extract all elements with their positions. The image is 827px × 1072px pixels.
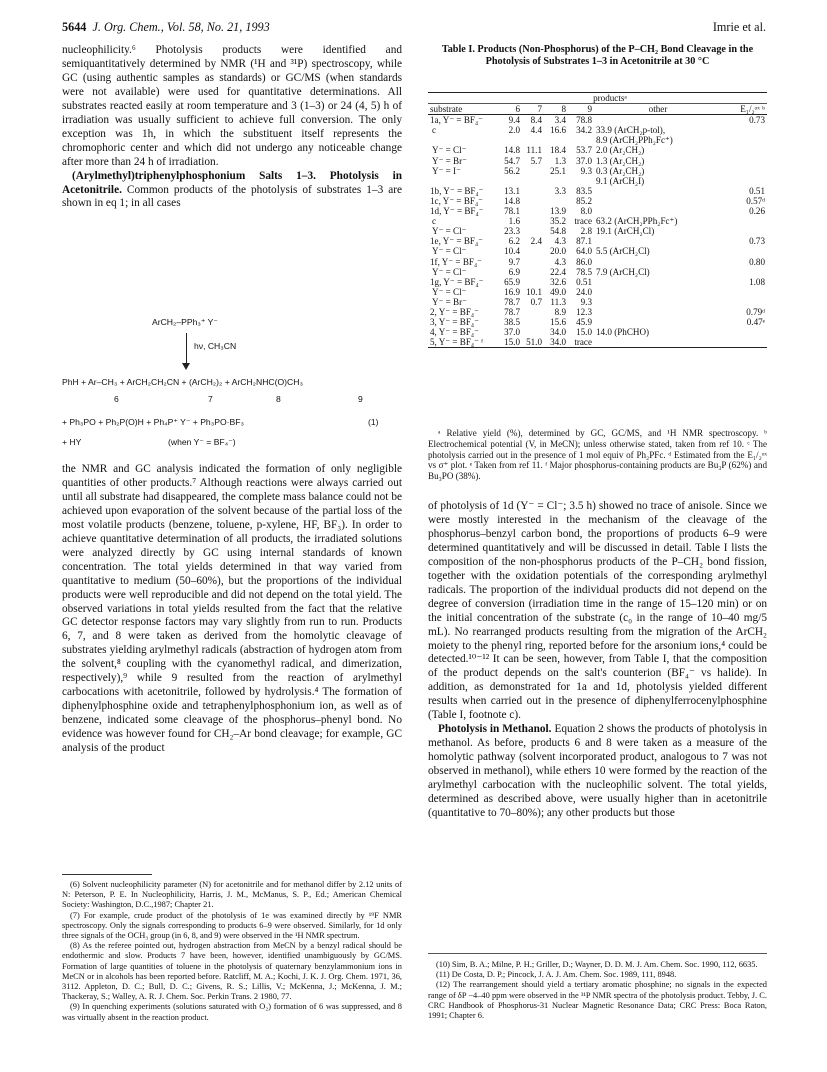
cell-9: 15.0 [576,327,592,338]
table-footnotes-text: ᵃ Relative yield (%), determined by GC, GC/MS, and ¹H NMR spectroscopy. ᵇ Electrochemical potential (V, in MeCN); unless otherwise stated, taken from ref 10. ᶜ The photolysis carried out in the presence of 1 mol equiv of Ph₂PFc. ᵈ Estimated from the E₁/₂ᵒˣ vs σ⁺ plot. ᵉ Taken from ref 11. ᶠ Major phosphorus-containing products are Bu₃P (62%) and Bu₃PO (38%). [428,428,767,482]
cell-8: 13.9 [550,206,566,217]
cell-substrate: 1f, Y⁻ = BF₄⁻ [430,256,482,267]
table-caption: Table I. Products (Non-Phosphorus) of the P–CH₂ Bond Cleavage in the Photolysis of Substrates 1–3 in Acetonitrile at 30 °C [441,44,754,67]
scheme-arrow-head [182,363,190,370]
table-notes [428,428,767,482]
cell-other [594,236,722,246]
right-paragraph-2 [428,723,767,821]
scheme-reactant: ArCH₂–PPh₃⁺ Y⁻ [152,317,218,327]
col-header-7: 7 [522,104,544,115]
footnote-11: (11) De Costa, D. P.; Pincock, J. A. J. Am. Chem. Soc. 1989, 111, 8948. [436,970,677,980]
scheme-condition-note: (when Y⁻ = BF₄⁻) [168,437,236,447]
cell-6: 16.9 [504,286,520,297]
cell-9: 78.8 [576,115,592,126]
cell-8 [544,135,568,145]
cell-7 [522,317,544,327]
cell-e-half: 0.73 [749,236,765,247]
table-header-row-2 [428,104,767,115]
cell-9 [568,176,594,186]
cell-other [594,337,722,348]
cell-substrate: 4, Y⁻ = BF₄⁻ [430,327,479,338]
cell-7: 0.7 [530,296,542,307]
cell-6: 14.8 [504,195,520,206]
cell-e-half: 0.79ᵈ [746,306,765,317]
cell-7: 51.0 [522,337,544,348]
cell-substrate: c [432,125,437,136]
cell-7 [522,206,544,216]
cell-e-half [722,246,767,256]
cell-9: 53.7 [576,145,592,156]
right-paragraph-2-text: Equation 2 shows the products of photolysis in methanol. As before, products 6 and 8 were taken as a measure of the homolytic pathway (solvent incorporated product, analogous to 7 was not observed in methanol), while ethers 10 were formed by the reaction of the arylmethyl carbocation with the nucleophilic solvent. The total yields, determined as described above, were usually higher than in acetonitrile (quantitative to 70–80%); any other products but those [428,723,768,819]
table-row [428,125,767,135]
cell-7: 10.1 [526,286,542,297]
cell-8: 54.8 [550,226,566,237]
cell-9: 12.3 [576,306,592,317]
cell-e-half: 0.47ᵉ [746,317,765,328]
cell-e-half [722,135,767,145]
cell-8: 25.1 [550,165,566,176]
cell-e-half [722,297,767,307]
cell-other: 33.9 (ArCH₂p-tol), [596,125,666,136]
cell-6: 6.2 [508,236,520,247]
table-row [428,236,767,246]
cell-other: 1.3 (Ar₂CH₂) [596,155,645,166]
cell-substrate: 1a, Y⁻ = BF₄⁻ [430,115,483,126]
cell-other: 63.2 (ArCH₂PPh₂Fc⁺) [596,216,678,227]
cell-7: 4.4 [530,125,542,136]
cell-6 [498,176,522,186]
table-row [428,156,767,166]
cell-7: 11.1 [526,145,542,156]
col-header-substrate: substrate [428,104,498,115]
cell-e-half [722,176,767,186]
cell-7: 8.4 [530,115,542,126]
cell-e-half [722,226,767,236]
cell-7: 2.4 [530,236,542,247]
cell-9: 86.0 [576,256,592,267]
cell-8: 34.0 [544,337,568,348]
table-row [428,186,767,196]
cell-6: 65.9 [504,276,520,287]
col-header-8: 8 [544,104,568,115]
cell-6: 13.1 [504,185,520,196]
cell-6: 6.9 [508,266,520,277]
cell-substrate: Y⁻ = Cl⁻ [432,266,467,277]
cell-e-half: 0.26 [749,206,765,217]
scheme-equation-number: (1) [368,417,379,427]
cell-substrate: 1d, Y⁻ = BF₄⁻ [430,206,484,217]
cell-6: 15.0 [498,337,522,348]
cell-9: 87.1 [576,236,592,247]
cell-7 [522,257,544,267]
footnotes-left [62,880,402,1023]
scheme-products-line-2: + Ph₃PO + Ph₂P(O)H + Ph₄P⁺ Y⁻ + Ph₃PO·BF₃ [62,417,244,427]
footnote-rule-right [428,953,767,954]
table-row [428,317,767,327]
page-number: 5644 [62,20,87,34]
table-row [428,246,767,256]
right-paragraph-1: of photolysis of 1d (Y⁻ = Cl⁻; 3.5 h) showed no trace of anisole. Since we were mostly interested in the mechanism of the cleavage of the phosphorus–benzyl carbon bond, the proportions of products 6–9 were determined quantitatively and will be discussed in detail. Table I lists the composition of the non-phosphorus products of the P–CH₂ bond fission, together with the oxidation potentials of the corresponding arylmethyl radicals. The proportion of the individual products did not depend on the degree of conversion (irradiation time in the range of 15–120 min) or on the initial concentration of the substrate (c₀ in the range of 10–40 mg/5 mL). No rearranged products resulting from the migration of the ArCH₂ moiety to the phenyl ring, reported before for the arsonium ions,⁴ could be detected.¹⁰⁻¹² It can be seen, however, from Table I, that the composition of the product depends on the salt's counterion (BF₄⁻ vs halide). In addition, as demonstrated for 1a and 1d, photolysis yielded different results when carried out in the presence of diphenylferrocenylphosphine (Table I, footnote c). [428,500,767,722]
section-heading-acetonitrile: (Arylmethyl)triphenylphosphonium Salts 1–3. Photolysis in Acetonitrile. [62,169,402,196]
footnotes-right [428,960,767,1021]
cell-8: 1.3 [554,155,566,166]
cell-8: 8.9 [554,306,566,317]
scheme-products-line-3: + HY [62,437,82,447]
cell-6: 56.2 [504,165,520,176]
table-row [428,206,767,216]
scheme-label-8: 8 [276,394,281,404]
table-row [428,337,767,348]
cell-substrate: 1g, Y⁻ = BF₄⁻ [430,276,484,287]
footnote-9: (9) In quenching experiments (solutions saturated with O₂) formation of 6 was suppressed, and 8 was virtually absent in the reaction product. [62,1002,402,1022]
cell-substrate: Y⁻ = Cl⁻ [432,286,467,297]
cell-e-half [722,337,767,348]
table-row [428,297,767,307]
cell-8 [544,196,568,206]
left-paragraph-2-text: Common products of the photolysis of substrates 1–3 are shown in eq 1; in all cases [62,183,403,210]
products-column-group: productsᵃ [498,93,722,104]
cell-other [594,186,722,196]
cell-other [594,115,722,126]
cell-substrate: 2, Y⁻ = BF₄⁻ [430,306,479,317]
table-row [428,176,767,186]
cell-other: 5.5 (ArCH₂Cl) [596,246,650,257]
cell-other [594,196,722,206]
cell-e-half: 1.08 [749,276,765,287]
table-row [428,267,767,277]
cell-other: 7.9 (ArCH₂Cl) [596,266,650,277]
left-column-bottom [62,463,402,756]
table-row [428,277,767,287]
cell-substrate: Y⁻ = Cl⁻ [432,246,467,257]
footnote-8: (8) As the referee pointed out, hydrogen abstraction from MeCN by a benzyl radical should be endothermic and slow. Products 7 have been, however, identified unambiguously by GC/MS. Formation of large quantities of toluene in the photolysis of quaternary benzylammonium ions in MeCN or in alcohols has been reported before. Ratcliff, M. A.; Kochi, J. K. J. Org. Chem. 1971, 36, 3112. Appleton, D. C.; Bull, D. C.; Givens, R. S.; Lillis, V.; McKenna, J.; McKenna, J. M.; Thackeray, S.; Walley, A. R. J. Chem. Soc. Perkin Trans. 2 1980, 77. [62,941,402,1002]
reaction-scheme-eq1 [62,313,402,453]
cell-6: 78.1 [504,206,520,217]
cell-8: 11.3 [550,296,566,307]
cell-7 [522,176,544,186]
cell-7 [522,216,544,226]
cell-other: 14.0 (PhCHO) [596,327,650,338]
table-body [428,115,767,348]
cell-9: 9.3 [580,165,592,176]
cell-9: trace [574,216,592,227]
cell-7 [522,226,544,236]
cell-other [594,297,722,307]
running-header [62,20,766,36]
cell-substrate: Y⁻ = Br⁻ [432,296,467,307]
cell-other: 9.1 (ArCH₂I) [596,175,645,186]
cell-9: 64.0 [576,246,592,257]
cell-e-half: 0.57ᵈ [746,195,765,206]
col-header-e-half: E₁/₂ᵒˣ ᵇ [722,104,767,115]
cell-7: 5.7 [530,155,542,166]
cell-substrate: 5, Y⁻ = BF₄⁻ ᶠ [428,337,498,348]
cell-8: 49.0 [550,286,566,297]
table-row [428,327,767,337]
right-column [428,500,767,821]
scheme-label-9: 9 [358,394,363,404]
cell-6: 23.3 [504,226,520,237]
cell-substrate: Y⁻ = I⁻ [432,165,461,176]
cell-8: 4.3 [554,256,566,267]
cell-6: 78.7 [504,306,520,317]
cell-8: 35.2 [550,216,566,227]
cell-e-half [722,216,767,226]
cell-e-half [722,327,767,337]
cell-other [594,287,722,297]
col-header-6: 6 [498,104,522,115]
cell-9: 9.3 [580,296,592,307]
cell-9: 0.51 [576,276,592,287]
cell-9: trace [568,337,594,348]
cell-substrate [428,176,498,186]
cell-substrate: Y⁻ = Cl⁻ [432,226,467,237]
cell-6: 38.5 [504,317,520,328]
cell-8: 34.0 [550,327,566,338]
cell-6: 9.7 [508,256,520,267]
cell-8: 18.4 [550,145,566,156]
cell-e-half [722,267,767,277]
left-paragraph-3: the NMR and GC analysis indicated the formation of only negligible quantities of other products.⁷ Although reactions were always carried out until all substrate had disappeared, the complete mass balance could not be achieved upon evaporation of the solvent because of the partial loss of the most volatile products (benzene, toluene, p-xylene, HF, BF₃). In order to achieve quantitative determination of all products, the irradiated solutions were analyzed directly by GC using internal standards of known concentration. The total yields determined in that way varied from quantitative to medium (50–60%), but the proportions of the individual products were well reproducible and did not depend on the total yield. The observed variations in total yields resulted from the fact that the relative GC detector response factors may vary slightly from run to run. Products 6, 7, and 8 were taken as derived from the homolytic cleavage of substrates yielding arylmethyl radicals (abstraction of hydrogen atom from the solvent,⁸ coupling with the cyanomethyl radical, and dimerization, respectively),⁹ while 9 resulted from the reaction of arylmethyl carbocations with acetonitrile, followed by hydrolysis.⁴ The formation of diphenylphosphine oxide and tetraphenylphosphonium ion, as well as of benzene, indicated some cleavage of the phosphorus–phenyl bond. No evidence was however found for CH₂–Ar bond cleavage; for example, GC analysis of the product [62,463,402,755]
cell-substrate: 1e, Y⁻ = BF₄⁻ [430,236,483,247]
cell-9: 8.0 [580,206,592,217]
cell-substrate: c [432,216,437,227]
cell-8: 15.6 [550,317,566,328]
cell-6: 37.0 [504,327,520,338]
footnote-10: (10) Sim, B. A.; Milne, P. H.; Griller, D.; Wayner, D. D. M. J. Am. Chem. Soc. 1990, 112, 6635. [436,960,758,969]
cell-7 [522,267,544,277]
cell-8: 16.6 [550,125,566,136]
footnote-rule-left [62,874,152,875]
cell-e-half: 0.51 [749,185,765,196]
footnote-6: (6) Solvent nucleophilicity parameter (N) for acetonitrile and for methanol differ by 2.12 units of N: Peterson, P. E. In Nucleophilicity, Harris, J. M., McManus, S. P., Ed.; American Chemical Society: Washington, D.C.,1987; Chapter 21. [62,880,402,910]
cell-6: 1.6 [508,216,520,227]
cell-substrate: Y⁻ = Br⁻ [432,155,467,166]
cell-9: 83.5 [576,185,592,196]
cell-6: 9.4 [508,115,520,126]
table-row [428,216,767,226]
cell-other: 8.9 (ArCH₂PPh₂Fc⁺) [596,135,673,146]
cell-9: 78.5 [576,266,592,277]
cell-8: 4.3 [554,236,566,247]
cell-6: 78.7 [504,296,520,307]
left-paragraph-1: nucleophilicity.⁶ Photolysis products were identified and semiquantitatively determined by NMR (¹H and ³¹P) spectroscopy, while GC (using authentic samples as standards) or GC/MS (when standards were not available) were used for quantitative determinations. All substrates reacted easily at room temperature and 3 (1–3) or 24 (4, 5) h of irradiation was usually sufficient to achieve full conversion. The only exception was 1h, in which the substituent itself represents the chromophoric center and which did not undergo any noticeable change after more than 24 h of irradiation. [62,44,402,168]
col-header-9: 9 [568,104,594,115]
cell-9: 85.2 [576,195,592,206]
cell-other: 0.3 (Ar₂CH₂) [596,165,645,176]
cell-e-half [722,166,767,176]
cell-9 [568,135,594,145]
cell-8 [544,176,568,186]
cell-other [594,206,722,216]
cell-e-half [722,145,767,155]
scheme-label-6: 6 [114,394,119,404]
cell-7 [522,246,544,256]
cell-7 [522,186,544,196]
cell-8: 22.4 [550,266,566,277]
table-row [428,166,767,176]
cell-e-half: 0.80 [749,256,765,267]
cell-7 [522,277,544,287]
scheme-label-7: 7 [208,394,213,404]
scheme-products-line-1: PhH + Ar–CH₃ + ArCH₂CH₂CN + (ArCH₂)₂ + ArCH₂NHC(O)CH₃ [62,377,303,387]
cell-substrate: 3, Y⁻ = BF₄⁻ [430,317,479,328]
cell-8: 20.0 [550,246,566,257]
cell-6: 10.4 [504,246,520,257]
cell-other: 2.0 (Ar₂CH₂) [596,145,645,156]
cell-9: 24.0 [576,286,592,297]
cell-9: 34.2 [576,125,592,136]
cell-6: 14.8 [504,145,520,156]
cell-7 [522,327,544,337]
cell-substrate: 1c, Y⁻ = BF₄⁻ [430,195,483,206]
cell-other [594,277,722,287]
cell-6 [498,135,522,145]
cell-9: 37.0 [576,155,592,166]
cell-7 [522,135,544,145]
cell-8: 3.3 [554,185,566,196]
table-row [428,115,767,126]
cell-other: 19.1 (ArCH₂Cl) [596,226,655,237]
footnote-7: (7) For example, crude product of the photolysis of 1e was examined directly by ¹⁹F NMR spectroscopy. Only the signals corresponding to products 6–9 were observed. Similarly, for 1d only three signals of the OCH₃ group (in 6, 8, and 9) were observed in the ¹H NMR spectrum. [62,910,402,941]
cell-7 [522,196,544,206]
cell-e-half: 0.73 [749,115,765,126]
table-header-row-1 [428,93,767,104]
section-heading-methanol: Photolysis in Methanol. [438,723,552,736]
table-row [428,307,767,317]
cell-other [594,257,722,267]
footnote-12: (12) The rearrangement should yield a tertiary aromatic phosphine; no signals in the expected range of δP −4–40 ppm were observed in the ³¹P NMR spectra of the photolysis product. Tebby, J. C. CRC Handbook of Phosphorus-31 Nuclear Magnetic Resonance Data; CRC Press: Boca Raton, 1991; Chapter 6. [428,980,767,1021]
table-row [428,196,767,206]
cell-other [594,317,722,327]
cell-e-half [722,287,767,297]
cell-other [594,307,722,317]
cell-8: 32.6 [550,276,566,287]
header-authors: Imrie et al. [712,20,766,34]
table-row [428,257,767,267]
cell-substrate [428,135,498,145]
cell-6: 54.7 [504,155,520,166]
cell-substrate: 1b, Y⁻ = BF₄⁻ [430,185,484,196]
products-table [428,92,767,348]
scheme-arrow-shaft [186,333,187,367]
col-header-other: other [594,104,722,115]
header-left [62,20,270,35]
table-row [428,287,767,297]
table-row [428,135,767,145]
scheme-conditions: hν, CH₃CN [194,341,237,351]
cell-9: 2.8 [580,226,592,237]
cell-7 [522,307,544,317]
cell-8: 3.4 [554,115,566,126]
cell-9: 45.9 [576,317,592,328]
journal-citation: J. Org. Chem., Vol. 58, No. 21, 1993 [92,20,270,34]
left-column-top [62,44,402,211]
table-row [428,145,767,155]
cell-e-half [722,156,767,166]
cell-7 [522,166,544,176]
left-paragraph-2 [62,170,402,212]
cell-6: 2.0 [508,125,520,136]
cell-substrate: Y⁻ = Cl⁻ [432,145,467,156]
table-row [428,226,767,236]
cell-e-half [722,125,767,135]
